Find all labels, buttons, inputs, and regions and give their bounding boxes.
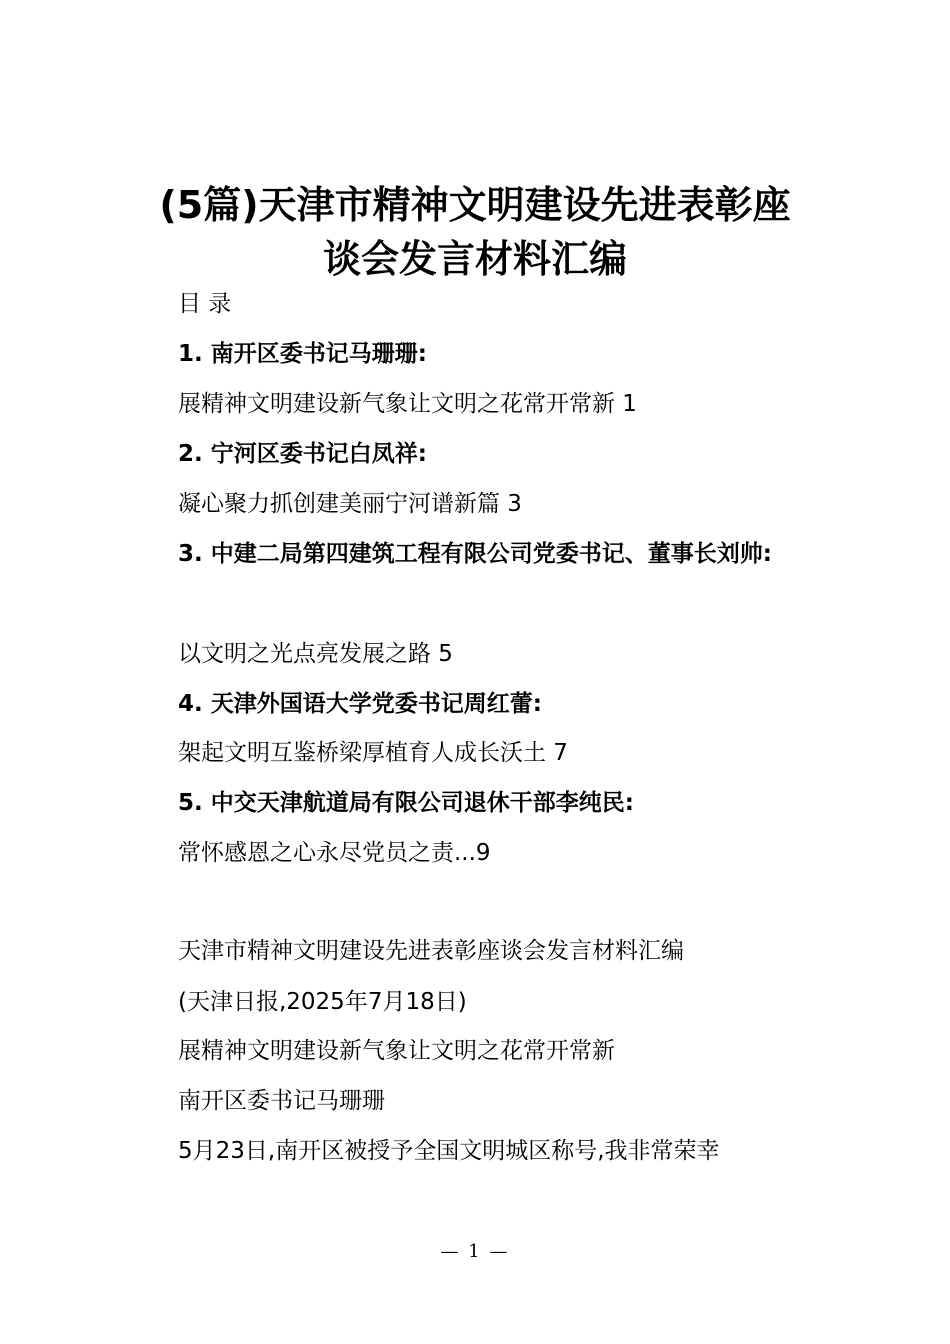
toc-item-entry: 以文明之光点亮发展之路 5 (178, 641, 453, 667)
title-line-1: (5篇)天津市精神文明建设先进表彰座 (159, 183, 791, 227)
collection-title: 天津市精神文明建设先进表彰座谈会发言材料汇编 (178, 938, 684, 964)
document-title (60, 178, 890, 286)
article-author: 南开区委书记马珊珊 (178, 1088, 385, 1114)
source-line: (天津日报,2025年7月18日) (178, 989, 467, 1015)
body-paragraph: 5月23日,南开区被授予全国文明城区称号,我非常荣幸 (178, 1138, 720, 1164)
toc-item-heading: 1. 南开区委书记马珊珊: (178, 341, 427, 367)
toc-item-entry: 常怀感恩之心永尽党员之责...9 (178, 840, 491, 866)
toc-item-heading: 3. 中建二局第四建筑工程有限公司党委书记、董事长刘帅: (178, 541, 772, 567)
article-title: 展精神文明建设新气象让文明之花常开常新 (178, 1038, 615, 1064)
toc-item-heading: 4. 天津外国语大学党委书记周红蕾: (178, 691, 542, 717)
toc-heading: 目 录 (178, 291, 232, 317)
title-line-2: 谈会发言材料汇编 (322, 237, 627, 281)
toc-item-entry: 凝心聚力抓创建美丽宁河谱新篇 3 (178, 491, 522, 517)
toc-item-heading: 2. 宁河区委书记白凤祥: (178, 441, 427, 467)
toc-item-entry: 架起文明互鉴桥梁厚植育人成长沃土 7 (178, 740, 568, 766)
toc-item-entry: 展精神文明建设新气象让文明之花常开常新 1 (178, 391, 637, 417)
toc-item-heading: 5. 中交天津航道局有限公司退休干部李纯民: (178, 790, 634, 816)
page-number: — 1 — (440, 1241, 510, 1262)
